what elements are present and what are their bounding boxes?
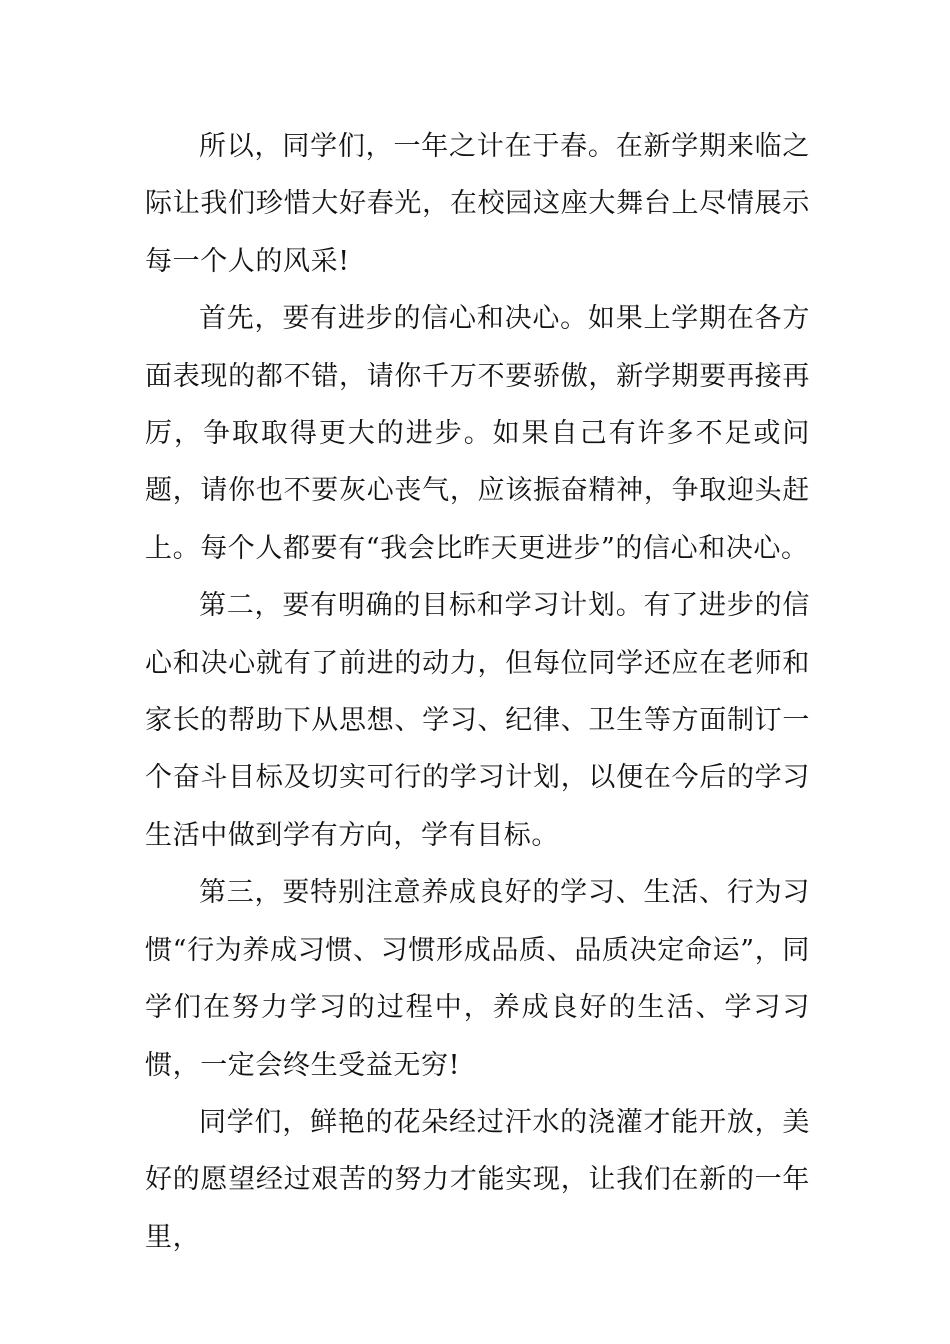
paragraph-habits: 第三，要特别注意养成良好的学习、生活、行为习惯“行为养成习惯、习惯形成品质、品质决定命运”，同学们在努力学习的过程中，养成良好的生活、学习习惯，一定会终生受益无穷! [145,877,810,1081]
paragraph-goals: 第二，要有明确的目标和学习计划。有了进步的信心和决心就有了前进的动力，但每位同学还应在老师和家长的帮助下从思想、学习、纪律、卫生等方面制订一个奋斗目标及切实可行的学习计划，以便在今后的学习生活中做到学有方向，学有目标。 [145,590,810,851]
document-body [145,118,810,1266]
paragraph-closing: 同学们，鲜艳的花朵经过汗水的浇灌才能开放，美好的愿望经过艰苦的努力才能实现，让我们在新的一年里， [145,1106,810,1253]
paragraph-confidence: 首先，要有进步的信心和决心。如果上学期在各方面表现的都不错，请你千万不要骄傲，新学期要再接再厉，争取取得更大的进步。如果自己有许多不足或问题，请你也不要灰心丧气，应该振奋精神，争取迎头赶上。每个人都要有“我会比昨天更进步”的信心和决心。 [145,303,810,564]
paragraph-spring: 所以，同学们，一年之计在于春。在新学期来临之际让我们珍惜大好春光，在校园这座大舞台上尽情展示每一个人的风采! [145,131,810,277]
